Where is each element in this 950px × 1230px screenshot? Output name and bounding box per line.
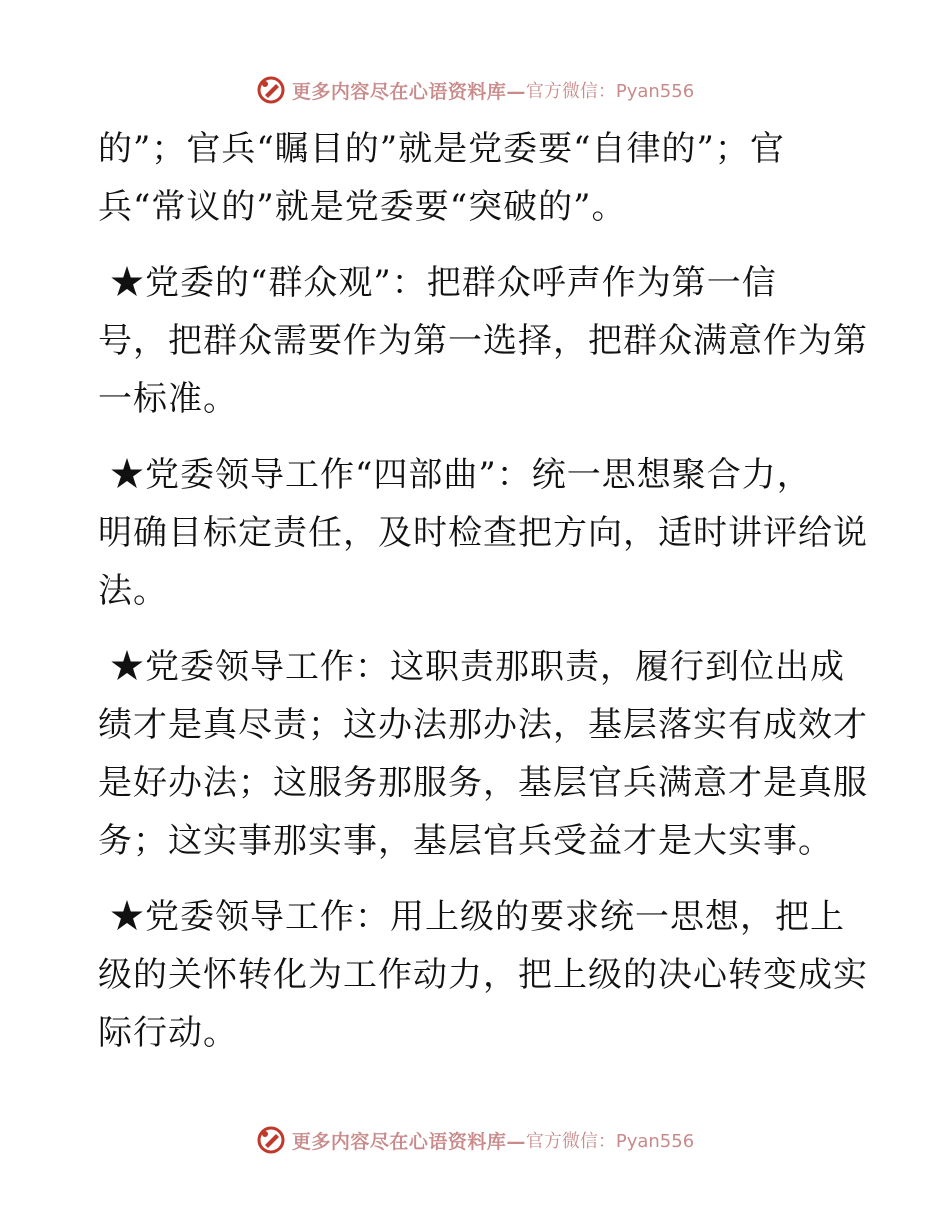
text-line: ★党委领导工作“四部曲”：统一思想聚合力，: [110, 455, 812, 495]
text-line: 法。: [98, 571, 168, 611]
paragraph-superior-requirements: [98, 888, 868, 1062]
watermark-sub-text: 官方微信：Pyan556: [525, 81, 695, 102]
text-line: 级的关怀转化为工作动力，把上级的决心转变成实: [98, 955, 868, 995]
logo-icon: [256, 1125, 286, 1155]
text-line: 兵“常议的”就是党委要“突破的”。: [98, 187, 627, 227]
paragraph-four-steps: [98, 446, 868, 620]
text-line: ★党委领导工作：这职责那职责，履行到位出成: [110, 647, 845, 687]
watermark-header: [0, 70, 950, 110]
watermark-footer: [0, 1120, 950, 1160]
text-line: 务；这实事那实事，基层官兵受益才是大实事。: [98, 821, 833, 861]
text-line: 明确目标定责任，及时检查把方向，适时讲评给说: [98, 513, 868, 553]
watermark-main-text: 更多内容尽在心语资料库—: [291, 1130, 526, 1153]
watermark-main-text: 更多内容尽在心语资料库—: [291, 80, 526, 103]
text-line: ★党委领导工作：用上级的要求统一思想，把上: [110, 897, 845, 937]
paragraph-continuation: [98, 120, 858, 236]
paragraph-duties: [98, 638, 868, 870]
text-line: ★党委的“群众观”：把群众呼声作为第一信: [110, 263, 777, 303]
text-line: 一标准。: [98, 379, 238, 419]
text-line: 号，把群众需要作为第一选择，把群众满意作为第: [98, 321, 868, 361]
logo-icon: [256, 75, 286, 105]
document-body: [98, 120, 868, 1080]
text-line: 是好办法；这服务那服务，基层官兵满意才是真服: [98, 763, 868, 803]
watermark-sub-text: 官方微信：Pyan556: [525, 1131, 695, 1152]
text-line: 绩才是真尽责；这办法那办法，基层落实有成效才: [98, 705, 868, 745]
text-line: 际行动。: [98, 1013, 238, 1053]
paragraph-masses-view: [98, 254, 868, 428]
text-line: 的”；官兵“瞩目的”就是党委要“自律的”；官: [98, 129, 785, 169]
